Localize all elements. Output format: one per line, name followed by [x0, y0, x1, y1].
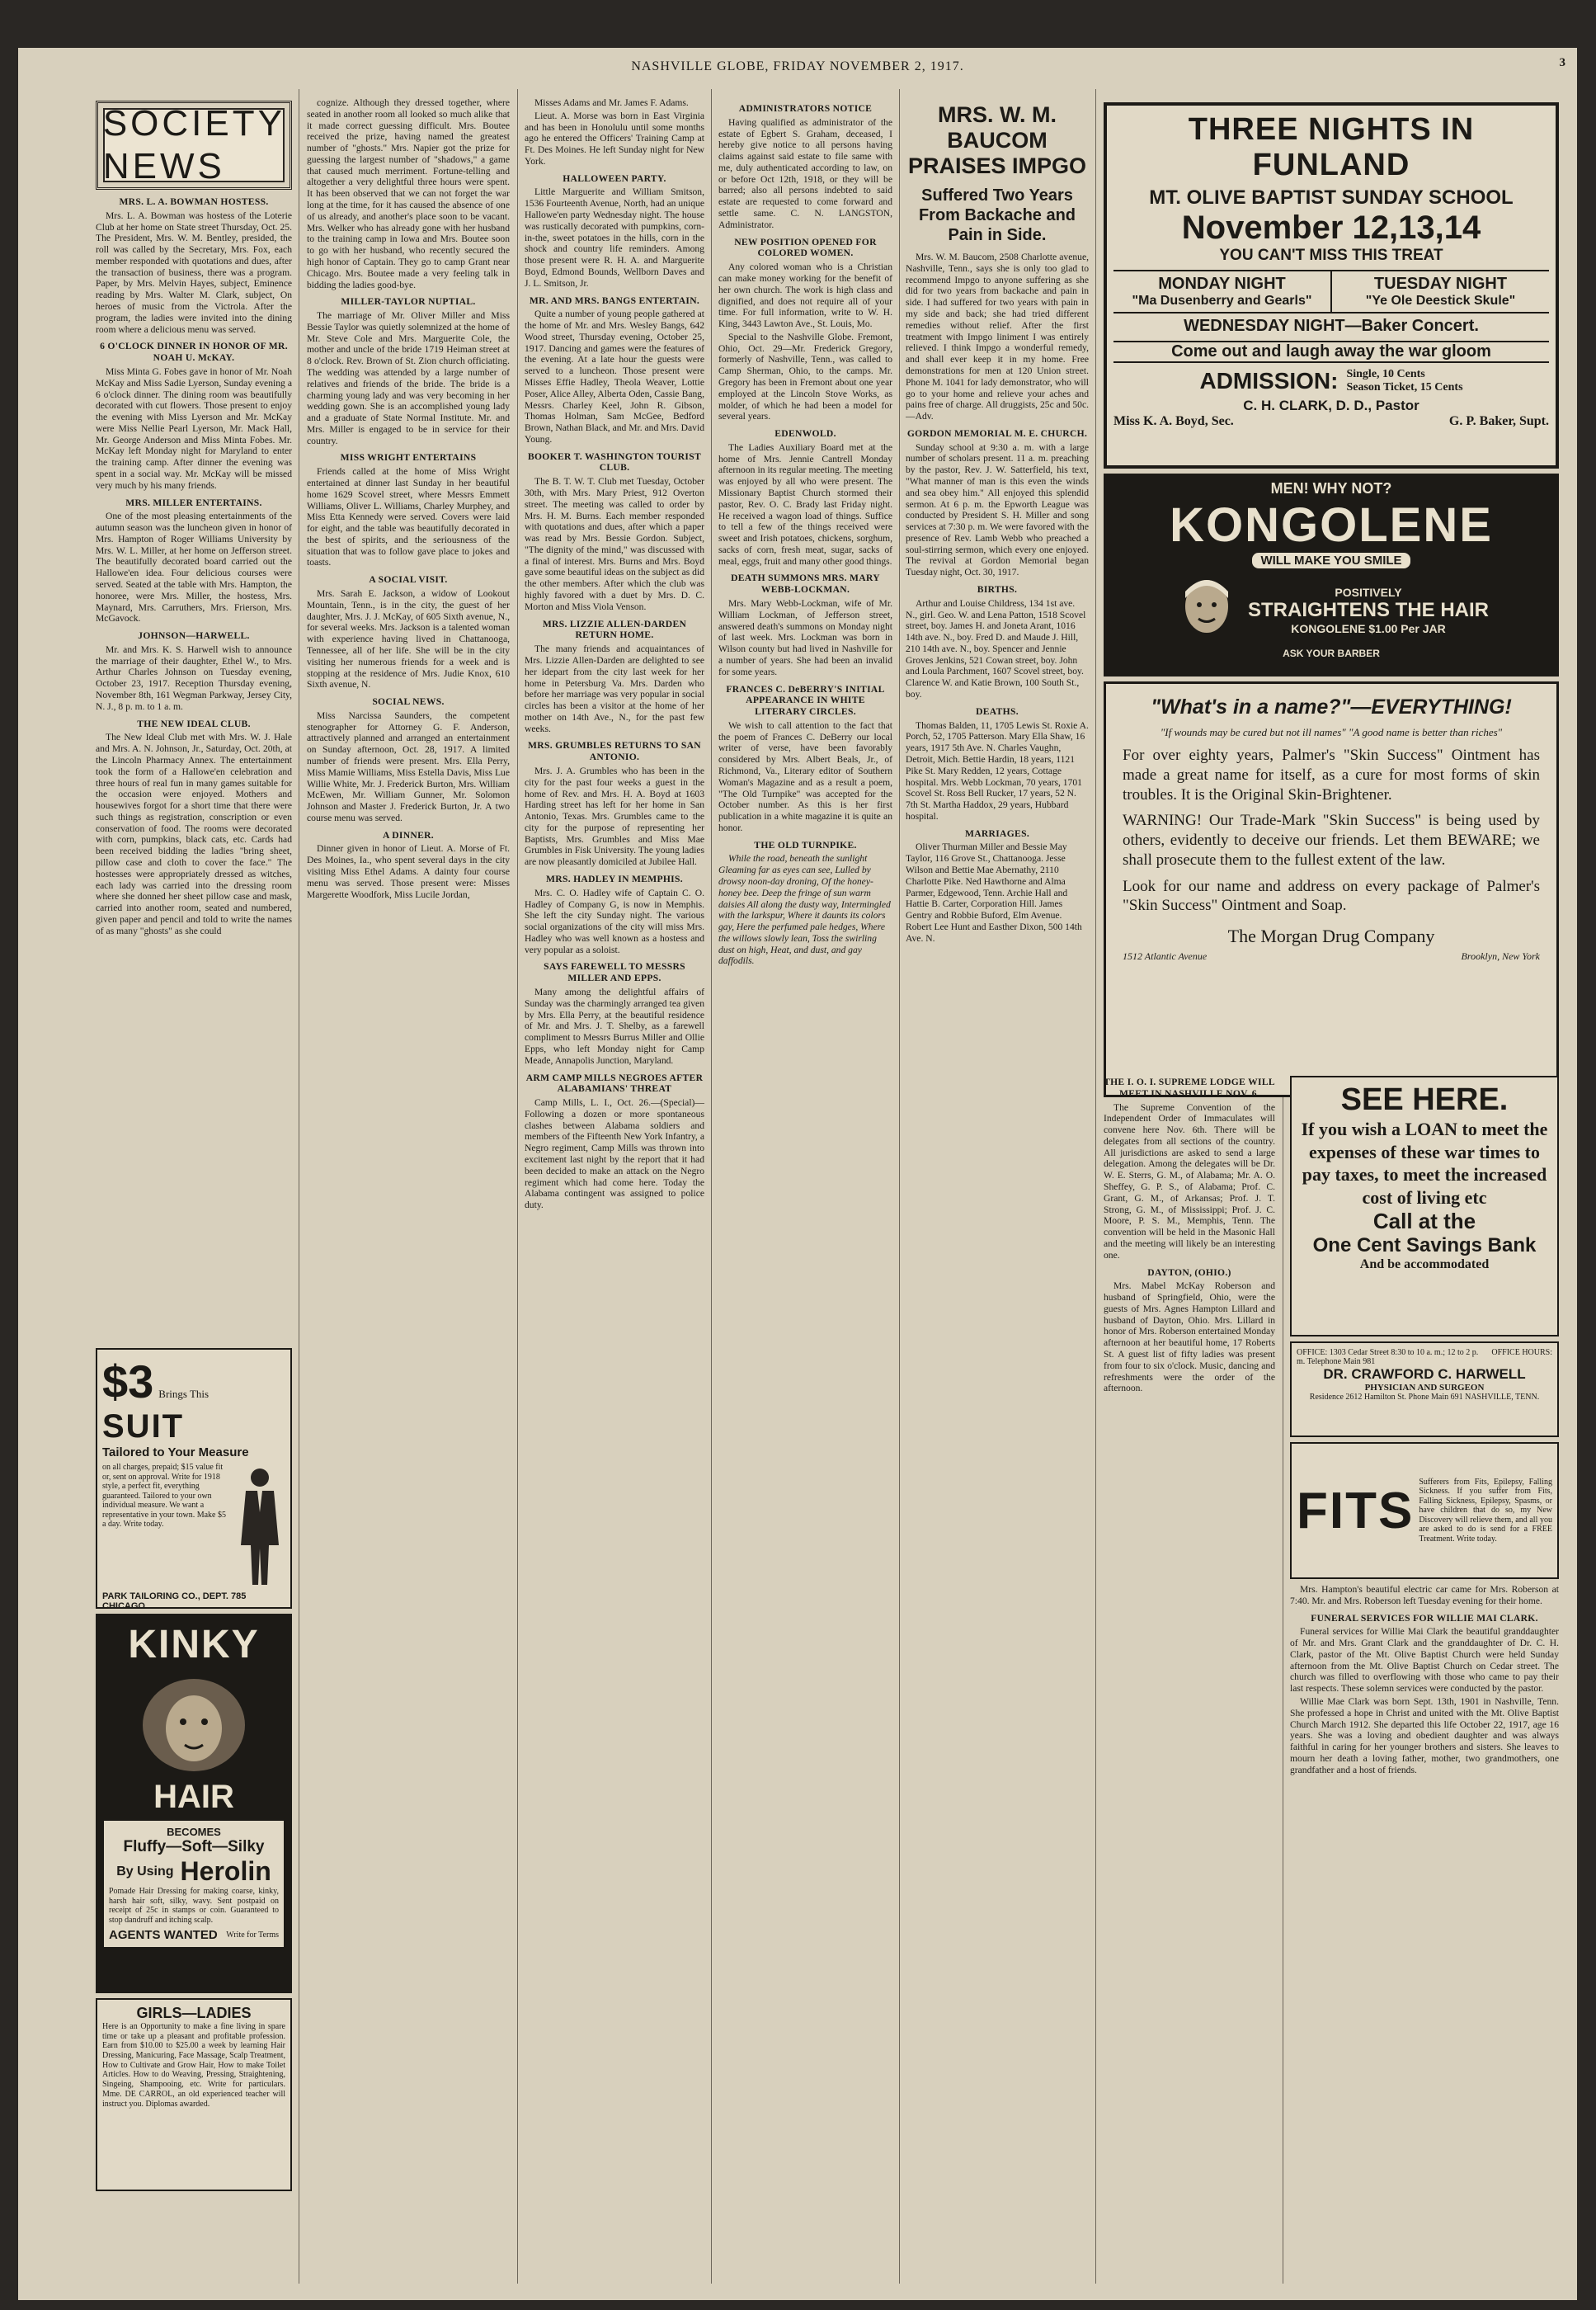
article-text: The Ladies Auxiliary Board met at the home of Mrs. Jennie Cantrell Monday afternoon in its regular meeting. The meeting was enjoyed by all who were present. The Missionary Baptist Church stormed their pastor, Rev. O. C. Brady last Friday night. He received a wagon load of things. Suffice to tell a few of the things received were sweet and Irish potatoes, chickens, sorghum, sacks of corn, fresh meat, sugar, sacks of meal, eggs, fruit and many other good things.: [718, 441, 892, 567]
column-rule: [899, 89, 900, 2284]
article-heading: MRS. LIZZIE ALLEN-DARDEN RETURN HOME.: [542, 618, 687, 641]
article-text: Sunday school at 9:30 a. m. with a large number of scholars present. 11 a. m. preaching by the pastor, Rev. J. W. Satterfield, his text, "What manner of man is this even the winds and sea obey him." All enjoyed this splendid sermon. At 6 p. m. the Epworth League was conducted by President S. H. Miller and song services at 7:30 p. m. We were favored with the presence of Rev. Lamb Webb who preached a soul-stirring sermon, which every one enjoyed. The revival at Gordon Memorial began Tuesday night, Oct. 30, 1917.: [906, 441, 1089, 578]
kongolene-brand: KONGOLENE: [1170, 498, 1493, 552]
fits-word: FITS: [1297, 1482, 1415, 1539]
article-heading: MRS. HADLEY IN MEMPHIS.: [546, 874, 683, 884]
article-heading: THE I. O. I. SUPREME LODGE WILL MEET IN NASHVILLE NOV. 6.: [1104, 1077, 1275, 1099]
column-rule: [517, 89, 518, 2284]
page-number: 3: [1559, 56, 1565, 69]
article-heading: EDENWOLD.: [774, 428, 836, 440]
article-text: The B. T. W. T. Club met Tuesday, October 30th, with Mrs. Mary Priest, 912 Overton street. The meeting was called to order by Mrs. H. M. Burns. Each member responded with quotations and dues, after which a paper was read by Mrs. Bessie Gordon. Subject, "The dignity of the mind," was discussed with a final of interest. Mrs. Burns and Mrs. Boyd gave some beautiful ideas on the subject as did the other members. After which the club was highly favored with a duet by Mrs. D. C. Morton and Miss Viola Venson.: [525, 476, 704, 612]
article-heading: MARRIAGES.: [964, 827, 1030, 839]
article-heading: THE OLD TURNPIKE.: [754, 839, 857, 851]
doctor-residence: Residence 2612 Hamilton St. Phone Main 691 NASHVILLE, TENN.: [1309, 1393, 1540, 1402]
palmer-address: 1512 Atlantic Avenue: [1123, 950, 1208, 962]
suit-tagline: Tailored to Your Measure: [102, 1445, 249, 1459]
article-text: Mrs. L. A. Bowman was hostess of the Loterie Club at her home on State street Thursday, Oct. 25. The President, Mrs. W. M. Bentley, presided, the roll was called by the Secretary, Mrs. Fox, each member responded with quotations and dues, after the transaction of business, there was a program. Paper, by Mrs. Melvin Hayes, subject, Eminence reading by Mrs. Walter M. Clark, subject, On heroes of music from the Victrola. After the program, the ladies were invited into the dining room where a delicious menu was served.: [96, 210, 292, 335]
article-heading: HALLOWEEN PARTY.: [563, 172, 666, 184]
palmer-p2: WARNING! Our Trade-Mark "Skin Success" is being used by others, evidently to deceive our friends. Let them BEWARE; we shall prosecute them to the fullest extent of the law.: [1123, 812, 1540, 869]
article-heading: SOCIAL NEWS.: [372, 696, 445, 708]
article-text: Special to the Nashville Globe. Fremont, Ohio, Oct. 29—Mr. Frederick Gregory, formerly of Nashville, Tenn., was called to Camp Sherman, Ohio, to the camps. Mr. Gregory has been in Fremont about one year employed at the Lincoln Stove Works, as molder, of which he had been a model for several years.: [718, 331, 892, 422]
article-text: Mrs. Sarah E. Jackson, a widow of Lookout Mountain, Tenn., is in the city, the guest of her daughter, Mrs. J. J. McKay, of 605 Sixth avenue, N., for several weeks. Mrs. Jackson is a talented woman with experience having lived in Chattanooga, Tennessee, all of her life. She will be in the city visiting her numerous friends for a week and is stopping at the residence of Mrs. Judie Knox, 610 Sixth avenue, N.: [307, 588, 510, 691]
article-heading: FUNERAL SERVICES FOR WILLIE MAI CLARK.: [1311, 1612, 1538, 1624]
funland-dates: November 12,13,14: [1181, 210, 1481, 246]
funland-pastor: C. H. CLARK, D. D., Pastor: [1243, 398, 1419, 413]
article-heading: NEW POSITION OPENED FOR COLORED WOMEN.: [734, 236, 877, 259]
funland-ad: [1104, 102, 1559, 469]
article-heading: DEATH SUMMONS MRS. MARY WEBB-LOCKMAN.: [731, 573, 880, 596]
girls-ladies-title: GIRLS—LADIES: [136, 2005, 252, 2021]
herolin-body: Pomade Hair Dressing for making coarse, kinky, harsh hair soft, silky, wavy. Sent postpaid on receipt of 25c in stamps or coin. Guaranteed to stop dandruff and itching scalp.: [109, 1887, 279, 1925]
wednesday-night: WEDNESDAY NIGHT—Baker Concert.: [1184, 317, 1479, 335]
right-ads: [1104, 97, 1559, 1102]
column-2: [307, 97, 510, 2292]
loan-accommodated: And be accommodated: [1359, 1257, 1490, 1271]
suit-company: PARK TAILORING CO., DEPT. 785 CHICAGO: [102, 1591, 247, 1611]
article-heading: FRANCES C. DeBERRY'S INITIAL APPEARANCE IN WHITE LITERARY CIRCLES.: [726, 683, 885, 718]
funland-title: THREE NIGHTS IN FUNLAND: [1188, 112, 1475, 182]
article-text: Mrs. Hampton's beautiful electric car came for Mrs. Roberson at 7:40. Mr. and Mrs. Roberson left Tuesday evening for their home.: [1290, 1584, 1559, 1606]
kongolene-ask: ASK YOUR BARBER: [1283, 648, 1380, 659]
suit-price: $3: [102, 1355, 154, 1407]
article-text: Lieut. A. Morse was born in East Virginia and has been in Honolulu until some months ago he entered the Officers' Training Camp at Ft. Des Moines. He left Sunday night for New York.: [525, 110, 704, 167]
article-heading: JOHNSON—HARWELL.: [138, 630, 250, 642]
article-text: The Supreme Convention of the Independent Order of Immaculates will convene here Nov. 6th. There will be delegates from all sections of the country. All jurisdictions are asked to send a large delegation. Among the delegates will be Dr. W. E. Sterrs, G. M., of Alabama; Mr. A. O. Sheffey, G. P. S., of Alabama; Prof. C. Grant, G. M., of Arkansas; Prof. J. T. Strong, G. M., of Mississippi; Prof. J. C. Moore, P. S. M., Memphis, Tenn. The convention will be held in the Masonic Hall and the meeting will likely be an interesting one.: [1104, 1101, 1275, 1261]
suit-word: SUIT: [102, 1408, 185, 1445]
write-for-terms: Write for Terms: [226, 1930, 279, 1940]
article-heading: DAYTON, (OHIO.): [1147, 1266, 1231, 1278]
palmer-city: Brooklyn, New York: [1461, 950, 1540, 962]
article-text: Mrs. J. A. Grumbles who has been in the city for the past four weeks a guest in the home of Rev. and Mrs. H. A. Boyd at 1603 Harding street has left for her home in San Antonio, Texas. Mrs. Grumbles came to the city for the purpose of representing her Baptists, Mrs. Grumbles and Miss Mae Grumbles in Fisk University. The young ladies are now pleasantly domiciled at Jubilee Hall.: [525, 765, 704, 868]
fits-body: Sufferers from Fits, Epilepsy, Falling Sickness. If you suffer from Fits, Falling Sickness, Epilepsy, Spasms, or have children that do so, my New Discovery will relieve them, and all you are asked to do is send for a FREE Treatment. Write today.: [1419, 1477, 1552, 1544]
loan-title: SEE HERE.: [1340, 1082, 1509, 1117]
article-heading: DEATHS.: [976, 705, 1019, 717]
fits-ad: [1290, 1442, 1559, 1579]
article-heading: GORDON MEMORIAL M. E. CHURCH.: [906, 427, 1088, 439]
article-heading: MRS. GRUMBLES RETURNS TO SAN ANTONIO.: [528, 740, 701, 763]
man-in-suit-illustration: [234, 1463, 285, 1586]
becomes-label: BECOMES: [167, 1826, 221, 1838]
loan-ad: [1290, 1076, 1559, 1336]
article-text: Miss Minta G. Fobes gave in honor of Mr. Noah McKay and Miss Sadie Lyerson, Sunday evening a 6 o'clock dinner. The dining room was beautifully decorated with cut flowers. Those present to enjoy the evening with Miss Lyerson and Mr. McKay were Miss Nellie Pearl Lyerson, Mr. Mack Hall, Mr. George Anderson and Miss Minta Fobes. Mr. McKay left Monday night for Maryland to enter the training camp. After dinner the evening was spent in a social way. Mr. McKay will be missed very much by his many friends.: [96, 365, 292, 491]
tuesday-night: TUESDAY NIGHT: [1373, 275, 1508, 293]
article-text: The New Ideal Club met with Mrs. W. J. Hale and Mrs. A. N. Johnson, Jr., Saturday, Oct. 20th, at the Lincoln Pharmacy Annex. The entertainment took the form of a Hallowe'en celebration and three hours of real fun in many games suitable for the occasion were enjoyed. Mothers and housewives forgot for a short time that there were such things as registration, conscription or even conservation of food. The rooms were decorated with corn, pumpkins, black cats, etc. Cards had been received bidding the ladies "bring sheet, pillow case and cloth to cover the face." The hostesses were appropriately dressed as witches, each lady was carried into the dressing room where she donned her sheet pillow case and mask, carried into another room, seated and numbered, given paper and pencil and told to write the names of as many "ghosts" as she could: [96, 732, 292, 936]
admission-season: Season Ticket, 15 Cents: [1346, 381, 1463, 394]
kinky-hair-ad: [96, 1614, 292, 1993]
funland-secretary: Miss K. A. Boyd, Sec.: [1113, 414, 1234, 428]
article-heading: MISS WRIGHT ENTERTAINS: [340, 452, 477, 464]
funland-laugh: Come out and laugh away the war gloom: [1113, 341, 1549, 363]
article-text: Camp Mills, L. I., Oct. 26.—(Special)—Following a dozen or more spontaneous clashes between Alabama soldiers and members of the Fifteenth New York Infantry, a Negro regiment, Camp Mills was thrown into excitement last night by the report that it had been decided to make an attack on the Negro regiment which had come here. Today the Alabama contingent was assigned to police duty.: [525, 1097, 704, 1211]
palmer-headline: "What's in a name?"—EVERYTHING!: [1151, 695, 1512, 719]
doctor-card: [1290, 1341, 1559, 1437]
kongolene-smile: WILL MAKE YOU SMILE: [1252, 553, 1410, 568]
doctor-office: OFFICE: 1303 Cedar Street 8:30 to 10 a. m.; 12 to 2 p. m. Telephone Main 981: [1297, 1348, 1479, 1366]
funland-superintendent: G. P. Baker, Supt.: [1448, 414, 1549, 428]
column-rule: [711, 89, 712, 2284]
loan-bank: One Cent Savings Bank: [1312, 1234, 1537, 1256]
article-text: The many friends and acquaintances of Mrs. Lizzie Allen-Darden are delighted to see her idepart from the city last week for her home in Petersburg Va. Mrs. Darden who before her marriage was very popular in social circles has been a visitor at the home of her mother on 14th Ave., N., for the past few weeks.: [525, 644, 704, 734]
monday-show: "Ma Dusenberry and Gearls": [1132, 294, 1312, 308]
doctor-hours: OFFICE HOURS:: [1491, 1348, 1552, 1357]
masthead: NASHVILLE GLOBE, FRIDAY NOVEMBER 2, 1917.: [631, 59, 964, 73]
girls-ladies-body: Here is an Opportunity to make a fine living in spare time or take up a pleasant and profitable profession. Earn from $10.00 to $25.00 a week by learning Hair Dressing, Manicuring, Face Massage, Scalp Treatment, How to Cultivate and Grow Hair, How to make Toilet Articles. How to do Weaving, Pressing, Straightening, Singeing, Shampooing, etc. Write for particulars. Mme. DE CARROL, an old experienced teacher will instruct you. Diplomas awarded.: [102, 2022, 285, 2109]
society-news-title: SOCIETY NEWS: [102, 102, 285, 186]
column-4: [718, 97, 892, 2292]
column-3: [525, 97, 704, 2292]
monday-night: MONDAY NIGHT: [1158, 275, 1286, 293]
hair-word: HAIR: [153, 1779, 234, 1815]
admission-single: Single, 10 Cents: [1346, 368, 1425, 380]
article-text: We wish to call attention to the fact that the poem of Frances C. DeBerry our local writer of verse, have been favorably considered by Mrs. Albert Beals, Jr., of Richmond, Va., Literary editor of Southern Woman's Magazine and as a result a poem, "The Old Turnpike" was accepted for the October number. As this is her first publication in a white magazine it is quite an honor.: [718, 719, 892, 833]
article-text: cognize. Although they dressed together, where seated in another room all looked so much alike that it made correct guessing difficult. Mrs. Boutee received the prize, having named the greatest number of "ghosts." Mrs. Napier got the prize for guessing the largest number of "shadows," a game that caused much merriment. Fortune-telling and altogether a very delightful three hours were spent. It has been observed that we can not forget the war long at the time, for it has caused the absence of one of us already, and another's place soon to be vacant. Mrs. Welker who has already gone with her husband to the training camp in Iowa and Mrs. Boutee soon to go with her husband, who recently secured the high honor of Captain. They go to camp Grant near Chicago. Mrs. Boutee made a very feeling talk in bidding the ladies good-bye.: [307, 97, 510, 290]
society-news-banner: [96, 101, 292, 190]
qualities-label: Fluffy—Soft—Silky: [123, 1838, 265, 1855]
suit-body: on all charges, prepaid; $15 value fit or, sent on approval. Write for 1918 style, a perfect fit, everything guaranteed. Tailored to your own individual measure. We want a representative in your town. Make $5 a day. Write today.: [102, 1463, 226, 1529]
article-text: Mrs. W. M. Baucom, 2508 Charlotte avenue, Nashville, Tenn., says she is only too glad to recommend Impgo to anyone suffering as she did for two years from backache and pain in side. I had suffered for two years with pain in my side and back; she had tried different remedies without relief. After the first treatment with Impgo liniment I was entirely relieved. I think Impgo a wonderful remedy, and shall ever keep it in my home. Free demonstrations for men at 120 Union street. Phone M. 1041 for lady demonstrator, who will go to your home and relieve your aches and pains free of charge. All druggists, 25c and 50c.—Adv.: [906, 252, 1089, 422]
article-text: Mr. and Mrs. K. S. Harwell wish to announce the marriage of their daughter, Ethel W., to Mrs. Arthur Charles Johnson on Tuesday evening, October 23, 1917. Reception Thursday evening, November 8th, 161 Wegman Parkway, Jersey City, N. J., 8 p. m. to 1 a. m.: [96, 644, 292, 712]
poem-text: While the road, beneath the sunlight Gleaming far as eyes can see, Lulled by drowsy noon-day droning, Of the honey-honey bee. Deep the fringe of sun warm daisies All along the dusty way, Intermingled with the larkspur, Where it daunts its colors gay, Here the perfumed pale hedges, Where the willows slowly lean, Toss the swirling dust on high, Heat, and dust, and gay daffodils.: [718, 853, 891, 967]
article-heading: BIRTHS.: [977, 584, 1018, 596]
palmer-ad: [1104, 681, 1559, 1097]
kongolene-positively: POSITIVELY: [1335, 586, 1402, 599]
palmer-p1: For over eighty years, Palmer's "Skin Success" Ointment has made a great name for itself, as a cure for most forms of skin troubles. It is the Original Skin-Brightener.: [1123, 747, 1540, 804]
impgo-headline: MRS. W. M. BAUCOM PRAISES IMPGO: [907, 102, 1087, 179]
doctor-title: PHYSICIAN AND SURGEON: [1364, 1383, 1485, 1393]
article-heading: MR. AND MRS. BANGS ENTERTAIN.: [529, 295, 700, 306]
article-heading: A SOCIAL VISIT.: [369, 574, 448, 586]
palmer-company: The Morgan Drug Company: [1227, 926, 1435, 946]
article-heading: ARM CAMP MILLS NEGROES AFTER ALABAMIANS' THREAT: [525, 1072, 704, 1095]
kongolene-price: KONGOLENE $1.00 Per JAR: [1291, 622, 1446, 635]
article-heading: BOOKER T. WASHINGTON TOURIST CLUB.: [527, 450, 702, 474]
article-text: Willie Mae Clark was born Sept. 13th, 1901 in Nashville, Tenn. She professed a hope in Christ and united with the Mt. Olive Baptist Church March 1912. She departed this life October 22, 1917, age 16 years. She was a loving and obedient daughter and was always faithful in caring for her younger brothers and sisters. She leaves to mourn her death a loving father, mother, two grandmothers, one grandfather and a host of friends.: [1290, 1696, 1559, 1775]
article-heading: 6 O'CLOCK DINNER IN HONOR OF MR. NOAH U. McKAY.: [100, 341, 288, 364]
column-7: [1290, 1071, 1559, 2277]
article-text: Dinner given in honor of Lieut. A. Morse of Ft. Des Moines, Ia., who spent several days in the city visiting Miss Ethel Adams. A dainty four course menu was served. Those present were: Misses Margerette Woodfork, Miss Lucile Jordan,: [307, 843, 510, 900]
tuesday-show: "Ye Ole Deestick Skule": [1365, 294, 1516, 308]
column-1: [96, 97, 292, 1335]
girls-ladies-ad: [96, 1998, 292, 2191]
article-text: The marriage of Mr. Oliver Miller and Miss Bessie Taylor was quietly solemnized at the home of Mr. Steve Cole and Mrs. Marguerite Cole, the mother and uncle of the bride 1719 Heiman street at 8 o'clock. Rev. Brown of St. Zion church officiating. The wedding was attended by a large number of relatives and friends of the bride. The bride is a charming young lady and was very becoming in her wedding gown. She is an accomplished young lady and a graduate of State Normal Institute. Mr. and Mrs. Miller is engaged to be in service for their country.: [307, 310, 510, 446]
article-text: Having qualified as administrator of the estate of Egbert S. Graham, deceased, I hereby give notice to all persons having claims against said estate to file same with me, duly authenticated according to law, on or before Oct 12th, 1918, or they will be barred; also all persons indebted to said estate are requested to come forward and settle same. C. N. LANGSTON, Administrator.: [718, 116, 892, 230]
article-heading: MILLER-TAYLOR NUPTIAL.: [341, 296, 476, 308]
funland-miss: YOU CAN'T MISS THIS TREAT: [1219, 247, 1443, 264]
newspaper-page: [18, 48, 1577, 2300]
kongolene-men: MEN! WHY NOT?: [1270, 480, 1392, 497]
column-7-text: [1290, 1584, 1559, 2277]
palmer-quote: "If wounds may be cured but not ill names" "A good name is better than riches": [1160, 726, 1503, 738]
article-heading: ADMINISTRATORS NOTICE: [738, 103, 873, 114]
suit-ad: [96, 1348, 292, 1609]
article-text: Friends called at the home of Miss Wright entertained at dinner last Sunday in her beautiful home 1629 Scovel street, where Messrs Emmett Williams, Oliver L. Williams, Charley Murphey, and Miss Etta Kennedy were served. Covers were laid for eight, and the table was beautifully decorated in the best of spirits, and the seriousness of the situation that was to follow gave place to jokes and toasts.: [307, 466, 510, 568]
article-text: Little Marguerite and William Smitson, 1536 Fourteenth Avenue, North, had an unique Hallowe'en party Wednesday night. The house was rustically decorated with pumpkins, corn-in-the, sweet potatoes in the hills, corn in the shock and country life reminders. Among those present were R. H. A. and Marguerite Boyd, Edmond Bounds, Wellborn Daves and J. L. Smitson, Jr.: [525, 186, 704, 289]
article-text: Arthur and Louise Childress, 134 1st ave. N., girl. Geo. W. and Lena Patton, 1518 Scovel street, boy. James H. and Joneta Arant, 1016 14th ave. N., boy. Fred D. and Maude J. Hill, 210 14th ave. N., boy. Spencer and Jennie Groves Jenkins, 521 Cowan street, boy. John and Loula Parchment, 1607 Scovel street, boy. Clarence W. and Katie Brown, 100 South St., boy.: [906, 597, 1086, 700]
kinky-word: KINKY: [128, 1623, 260, 1666]
article-text: Oliver Thurman Miller and Bessie May Taylor, 116 Grove St., Chattanooga. Jesse Wilson and Bettie Mae Abernathy, 2110 Charlotte Pike. Ned Hawthorne and Alma Parmer, Edgewood, Tenn. Archie Hall and Hattie B. Carter, Corporation Hill. James Gentry and Robbie Buford, Elm Avenue. Robert Lee Hunt and Easther Dixon, 500 14th Ave. N.: [906, 842, 1082, 944]
article-text: Thomas Balden, 11, 1705 Lewis St. Roxie A. Porch, 52, 1705 Patterson. Mary Ella Shaw, 16 years, 1917 5th Ave. N. Charles Vaughn, Detroit, Mich. Bettie Hardin, 18 years, 1121 Pike St. Mary Redden, 12 years, Cottage hospital. Mrs. Webb Lockman, 70 years, 1701 Scovel St. Ross Bell Rucker, 17 years, 52 N. 7th St. Martha Haddox, 29 years, Hubbard hospital.: [906, 719, 1089, 822]
loan-call: Call at the: [1372, 1209, 1476, 1233]
article-text: Quite a number of young people gathered at the home of Mr. and Mrs. Wesley Bangs, 642 Wood street, Thursday evening, October 25, 1917. Dancing and games were the features of the evening. At a late hour the guests were served to a luncheon. Those present were Misses Effie Hadley, Theola Weaver, Lottie Poser, Alice Alley, Alberta Oden, Cassie Bang, Messrs. Charley Keel, John R. Gibson, Thomas Holman, Sam McGee, Bedford Brown, Nathan Black, and Mr. and Mrs. David Young.: [525, 309, 704, 445]
loan-body: If you wish a LOAN to meet the expenses of these war times to pay taxes, to meet the increased cost of living etc: [1301, 1119, 1548, 1208]
column-rule: [1095, 89, 1096, 2284]
article-heading: MRS. L. A. BOWMAN HOSTESS.: [119, 196, 269, 207]
article-text: Funeral services for Willie Mai Clark the beautiful granddaughter of Mr. and Mrs. Grant Clark and the granddaughter of Dr. C. H. Clark, pastor of the Mt. Olive Baptist Church were held Sunday afternoon from the Mt. Olive Baptist Church on Cedar street. The church was filled to overflowing with those who came to pay their last respects. These solemn services were conducted by the pastor.: [1290, 1626, 1559, 1695]
agents-wanted: AGENTS WANTED: [109, 1928, 218, 1942]
column-5: [906, 97, 1089, 2292]
left-ads: [96, 1343, 292, 2196]
article-text: Miss Narcissa Saunders, the competent stenographer for Attorney G. F. Anderson, attractively planned and arranged an entertainment on Sunday afternoon, Oct. 28, 1917. A limited number of friends were present. Mrs. Ella Perry, Miss Mamie Williams, Miss Estella Davis, Miss Lue Willie White, Mr. J. Frederick Burton, Mrs. William McEwen, Mr. William Gunner, Mr. Solomon Johnson and Master J. Frederick Burton, Jr. A two course menu was served.: [307, 710, 510, 823]
kongolene-ad: [1104, 474, 1559, 676]
woman-portrait-illustration: [132, 1667, 256, 1775]
column-6: [1104, 1071, 1275, 2275]
kongolene-straightens: STRAIGHTENS THE HAIR: [1247, 599, 1489, 621]
article-heading: THE NEW IDEAL CLUB.: [137, 718, 251, 729]
palmer-p3: Look for our name and address on every package of Palmer's "Skin Success" Ointment and Soap.: [1123, 877, 1540, 915]
article-heading: A DINNER.: [383, 829, 434, 841]
article-text: Mrs. Mabel McKay Roberson and husband of Springfield, Ohio, were the guests of Mrs. Agnes Hampton Lillard and husband of Dayton, Ohio. Mrs. Lillard in honor of Mrs. Roberson entertained Monday afternoon at her beautiful home, 17 Roberts St. A guest list of fifty ladies was present from four to six o'clock. Music, dancing and refreshments were the order of the afternoon.: [1104, 1280, 1275, 1394]
article-text: Misses Adams and Mr. James F. Adams.: [534, 97, 689, 108]
doctor-name: DR. CRAWFORD C. HARWELL: [1323, 1366, 1526, 1382]
article-text: Mrs. Mary Webb-Lockman, wife of Mr. William Lockman, of Jefferson street, answered death's summons on Monday night of last week. Mrs. Lockman was born in Wilson county but had lived in Nashville for a number of years. She had been an invalid for some years.: [718, 598, 892, 677]
man-portrait-illustration: [1174, 573, 1240, 648]
article-text: One of the most pleasing entertainments of the autumn season was the luncheon given in honor of Mrs. Hampton of Roger Williams University by Mrs. W. L. Miller, at her home on Jefferson street. The beautifully decorated board carried out the Hallowe'en idea. Four delicious courses were served. Seated at the table with Mrs. Hampton, the honoree, were Mrs. Miller, the hostess, Mrs. Maynard, Mrs. Carruthers, Mrs. Frierson, Mrs. McGavock.: [96, 511, 292, 625]
article-text: Mrs. C. O. Hadley wife of Captain C. O. Hadley of Company G, is now in Memphis. She left the city Sunday night. The various social organizations of the city will miss Mrs. Hadley who was well known as a hostess and very popular as a soloist.: [525, 887, 704, 955]
article-text: Any colored woman who is a Christian can make money working for the benefit of her own church. The work is high class and dignified, and does not require all of your time. For full information, write to W. H. King, 3443 Lawton Ave., St. Louis, Mo.: [718, 262, 892, 330]
admission-label: ADMISSION:: [1199, 368, 1339, 394]
article-heading: SAYS FAREWELL TO MESSRS MILLER AND EPPS.: [544, 961, 685, 984]
article-heading: MRS. MILLER ENTERTAINS.: [125, 497, 262, 508]
funland-school: MT. OLIVE BAPTIST SUNDAY SCHOOL: [1149, 186, 1514, 209]
article-text: Many among the delightful affairs of Sunday was the charmingly arranged tea given by Mrs. Ella Perry, at the beautiful residence of Mr. and Mrs. J. T. Shelby, as a farewell compliment to Messrs Burrus Miller and Ollie Epps, who left Monday night for Camp Meade, Annapolis Junction, Maryland.: [525, 987, 704, 1066]
herolin-brand: Herolin: [180, 1856, 271, 1886]
suit-brings: Brings This: [158, 1388, 210, 1400]
impgo-subhead: Suffered Two Years From Backache and Pain in Side.: [918, 186, 1076, 245]
by-using-label: By Using: [116, 1864, 174, 1879]
